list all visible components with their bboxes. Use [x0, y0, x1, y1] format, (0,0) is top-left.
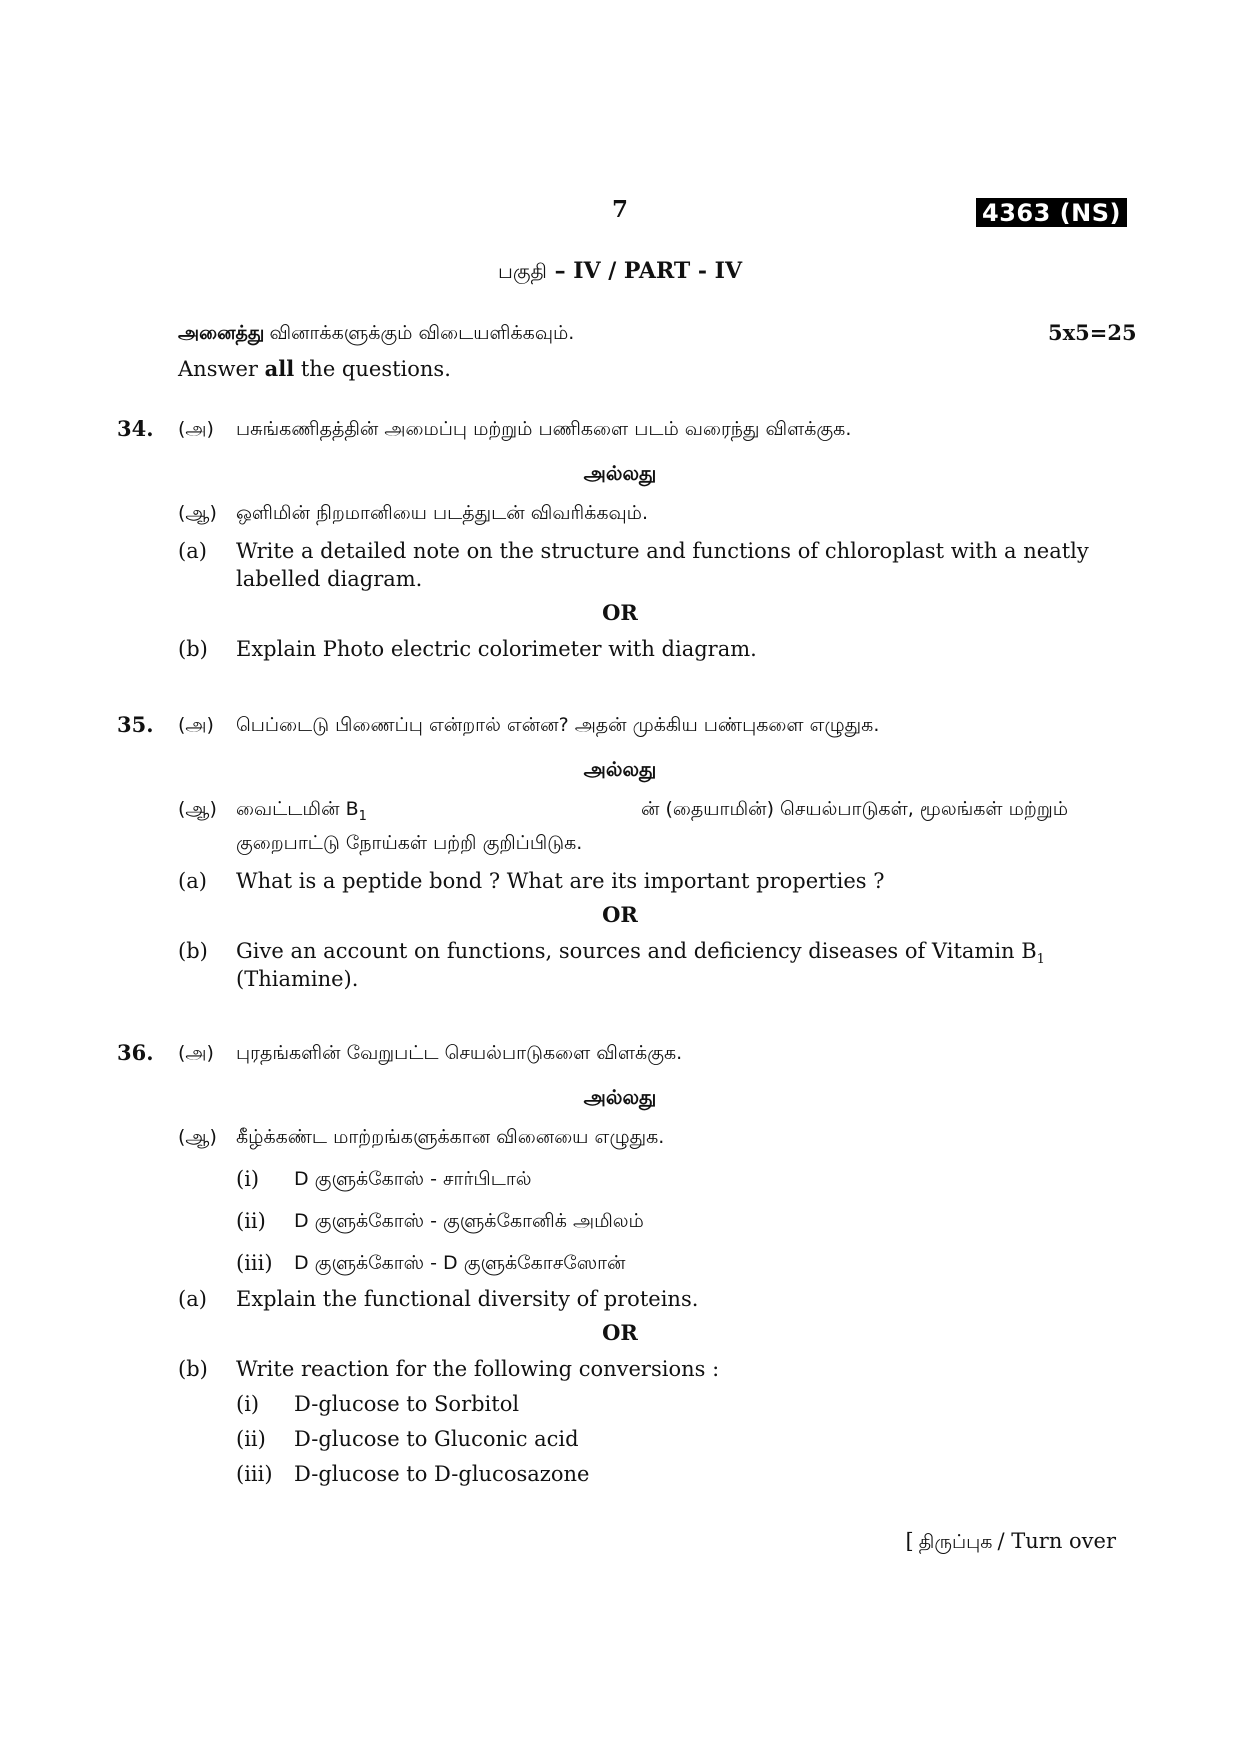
question-34-a-english-line2: labelled diagram. [236, 567, 423, 591]
question-34-a-tamil: பசுங்கணிதத்தின் அமைப்பு மற்றும் பணிகளை படம் வரைந்து விளக்குக. [236, 418, 852, 440]
turn-over-english: / Turn over [997, 1529, 1116, 1553]
question-34-number: 34. [117, 416, 154, 441]
english-item-label: (iii) [236, 1462, 273, 1486]
turn-over-bracket: [ [905, 1529, 914, 1553]
part-title [0, 258, 1240, 286]
question-35-b-english-line2: (Thiamine). [236, 967, 359, 991]
question-35-a-tamil: பெப்டைடு பிணைப்பு என்றால் என்ன? அதன் முக்கிய பண்புகளை எழுதுக. [236, 714, 880, 736]
question-34-b-english: Explain Photo electric colorimeter with diagram. [236, 637, 757, 661]
question-36-a-english: Explain the functional diversity of proteins. [236, 1287, 699, 1311]
english-item-text: D-glucose to Sorbitol [294, 1392, 520, 1416]
question-35-b-english-subscript: 1 [1036, 952, 1045, 968]
or-english-35: OR [602, 902, 638, 927]
question-36-a-label: (a) [178, 1287, 207, 1311]
question-35-b-tamil-line1-end: ன் (தையாமின்) செயல்பாடுகள், மூலங்கள் மற்றும் [641, 798, 1068, 820]
question-35-a-english: What is a peptide bond ? What are its important properties ? [236, 869, 885, 893]
question-34-b-tamil: ஒளிமின் நிறமானியை படத்துடன் விவரிக்கவும். [236, 502, 649, 524]
question-35-b-tamil-vitamin: வைட்டமின் B [236, 798, 359, 820]
or-english-36: OR [602, 1320, 638, 1345]
paper-code-badge: 4363 (NS) [976, 198, 1127, 227]
tamil-item-text: D குளுக்கோஸ் - சார்பிடால் [294, 1168, 532, 1190]
tamil-item-text: D குளுக்கோஸ் - D குளுக்கோசஸோன் [294, 1252, 626, 1274]
question-36-b-label: (b) [178, 1357, 208, 1381]
turn-over-tamil: திருப்புக [918, 1531, 993, 1553]
page-number: 7 [611, 196, 628, 223]
or-tamil-36: அல்லது [583, 1085, 657, 1109]
instruction-tamil-bold: அனைத்து [178, 322, 265, 344]
question-34-a-label: (a) [178, 539, 207, 563]
question-36-b-english: Write reaction for the following conversions : [236, 1357, 720, 1381]
question-35-b-tamil-line1 [236, 796, 1068, 830]
turn-over-note [906, 1528, 1117, 1556]
english-item-text: D-glucose to Gluconic acid [294, 1427, 579, 1451]
marks-allocation: 5x5=25 [1048, 320, 1137, 345]
tamil-item-text: D குளுக்கோஸ் - குளுக்கோனிக் அமிலம் [294, 1210, 644, 1232]
question-34-a-label-tamil: (அ) [178, 418, 214, 440]
instruction-tamil-rest: வினாக்களுக்கும் விடையளிக்கவும். [269, 322, 575, 344]
question-35-b-english-text: Give an account on functions, sources and deficiency diseases of Vitamin B [236, 939, 1037, 963]
instruction-english-suffix: the questions. [300, 357, 451, 381]
question-36-number: 36. [117, 1040, 154, 1065]
question-35-a-label-tamil: (அ) [178, 714, 214, 736]
question-36-a-label-tamil: (அ) [178, 1042, 214, 1064]
question-34-b-label: (b) [178, 637, 208, 661]
instruction-tamil [178, 320, 574, 347]
tamil-item-label: (iii) [236, 1251, 273, 1275]
english-item-label: (ii) [236, 1427, 266, 1451]
instruction-english [178, 356, 451, 382]
question-36-b-tamil: கீழ்க்கண்ட மாற்றங்களுக்கான வினையை எழுதுக. [236, 1126, 665, 1148]
question-35-number: 35. [117, 712, 154, 737]
question-35-b-label-tamil: (ஆ) [178, 798, 217, 820]
english-item-label: (i) [236, 1392, 260, 1416]
or-tamil-35: அல்லது [583, 757, 657, 781]
question-36-b-label-tamil: (ஆ) [178, 1126, 217, 1148]
question-36-a-tamil: புரதங்களின் வேறுபட்ட செயல்பாடுகளை விளக்குக. [236, 1042, 683, 1064]
question-35-b-tamil-line1-start [236, 796, 367, 830]
question-34-a-english-line1: Write a detailed note on the structure and functions of chloroplast with a neatly [236, 539, 1089, 563]
english-item-text: D-glucose to D-glucosazone [294, 1462, 590, 1486]
part-title-english: – IV / PART - IV [554, 258, 743, 284]
or-tamil-34: அல்லது [583, 461, 657, 485]
question-35-b-tamil-line2: குறைபாட்டு நோய்கள் பற்றி குறிப்பிடுக. [236, 832, 583, 854]
tamil-item-label: (ii) [236, 1209, 266, 1233]
question-34-b-label-tamil: (ஆ) [178, 502, 217, 524]
question-35-b-tamil-subscript: 1 [358, 808, 367, 824]
tamil-item-label: (i) [236, 1167, 260, 1191]
instruction-english-prefix: Answer [178, 357, 258, 381]
or-english-34: OR [602, 600, 638, 625]
instruction-english-bold: all [264, 356, 295, 381]
question-35-a-label: (a) [178, 869, 207, 893]
part-title-tamil: பகுதி [497, 259, 547, 283]
question-35-b-label: (b) [178, 939, 208, 963]
